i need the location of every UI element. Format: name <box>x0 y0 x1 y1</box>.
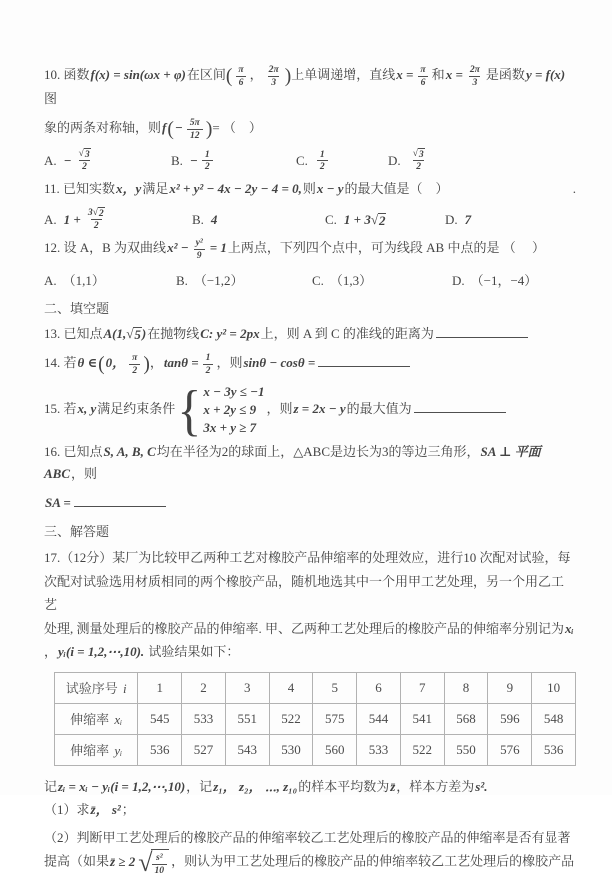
text: 的最大值为 <box>346 401 412 417</box>
table-cell: 533 <box>357 734 401 765</box>
option-c <box>296 148 388 173</box>
option-label: B. <box>192 212 204 228</box>
math-text: x − y <box>316 181 344 197</box>
text: 是函数 <box>485 67 525 83</box>
table-cell: 543 <box>225 734 269 765</box>
option-a <box>44 207 192 232</box>
table-cell: 527 <box>182 734 226 765</box>
math-text: − <box>174 120 183 136</box>
table-cell: 575 <box>313 703 357 734</box>
text: 15. 若 <box>44 401 77 417</box>
option-label: D. <box>388 153 401 169</box>
table-cell: 533 <box>182 703 226 734</box>
text: 在区间 <box>186 67 226 83</box>
math-text: 4 <box>210 212 218 228</box>
table-cell: 522 <box>400 734 444 765</box>
math-text: z₁， z₂， ⋯, z₁₀ <box>213 778 298 794</box>
table-cell: 530 <box>269 734 313 765</box>
big-paren: ) <box>205 118 213 140</box>
fraction: $\frac{\pi}{6}$ <box>417 64 428 88</box>
table-header-cell: 9 <box>488 672 532 703</box>
answer-blank <box>318 353 410 367</box>
table-header-cell: 7 <box>400 672 444 703</box>
cases-row: 3x + y ≥ 7 <box>203 420 257 436</box>
q11-line-1 <box>44 178 576 200</box>
table-cell: 550 <box>444 734 488 765</box>
fraction: $\frac{5\pi}{12}$ <box>187 117 203 141</box>
math-text: C: y² = 2px <box>200 326 260 342</box>
text: 象的两条对称轴，则 <box>44 120 162 136</box>
text: （1,1） <box>62 273 105 289</box>
q17-part-2-line-1 <box>44 826 576 850</box>
q10-options <box>44 148 576 173</box>
option-label: C. <box>325 212 337 228</box>
text: 11. 已知实数 <box>44 181 116 197</box>
text: 的样本平均数为 <box>298 778 390 794</box>
math-text: yᵢ(i = 1,2,⋯,10). <box>58 644 145 660</box>
row-label-text: 伸缩率 <box>70 743 113 759</box>
cases-brace: { <box>177 379 202 442</box>
fraction: 3 √ 2 2 <box>87 207 104 232</box>
math-text: 1 + 3 √ 2 <box>343 212 386 229</box>
text: 均在半径为2的球面上，△ABC是边长为3的等边三角形， <box>156 444 480 460</box>
table-header-cell: 8 <box>444 672 488 703</box>
text: 10. 函数 <box>44 67 90 83</box>
math-text: θ ∈ <box>77 355 98 371</box>
row-label-math: yᵢ <box>114 743 123 759</box>
text: ， <box>44 644 58 660</box>
text: 12. 设 A，B 为双曲线 <box>44 240 167 256</box>
fraction: $\frac{2\pi}{3}$ <box>469 64 480 88</box>
option-a <box>44 148 171 173</box>
math-text: z = 2x − y <box>293 401 346 417</box>
fraction: $\frac{\text{s²}}{10}$ <box>152 852 168 876</box>
q10-line-2 <box>44 117 576 141</box>
math-text: f <box>162 120 167 136</box>
text: 记 <box>44 778 58 794</box>
big-paren: ( <box>167 118 174 140</box>
table-row <box>55 703 576 734</box>
table-header-cell: 2 <box>182 672 226 703</box>
math-text: tanθ = <box>163 355 199 371</box>
fraction: $\frac{1}{2}$ <box>202 149 213 173</box>
math-text: xᵢ <box>565 620 574 636</box>
text: ，则 <box>71 466 98 482</box>
table-row <box>55 734 576 765</box>
table-cell: 596 <box>488 703 532 734</box>
math-text: x = <box>445 67 463 83</box>
text: 三、解答题 <box>44 524 110 540</box>
text: = （ ） <box>212 120 262 136</box>
table-header-label <box>55 672 138 703</box>
text: ， <box>249 67 263 83</box>
big-paren: ( <box>225 65 233 87</box>
text: 和 <box>431 67 445 83</box>
table-cell: 541 <box>400 703 444 734</box>
section-answer-heading <box>44 521 576 543</box>
row-label-math: i <box>122 681 127 697</box>
q15-line-1 <box>44 379 576 442</box>
text: （2）判断甲工艺处理后的橡胶产品的伸缩率较乙工艺处理后的橡胶产品的伸缩率是否有显著 <box>44 829 571 845</box>
table-cell: 568 <box>444 703 488 734</box>
option-b <box>171 148 296 173</box>
math-text: − <box>63 153 72 169</box>
table-cell: 548 <box>532 703 576 734</box>
table-header-cell: 4 <box>269 672 313 703</box>
answer-blank <box>414 399 506 413</box>
row-label-math: xᵢ <box>114 712 123 728</box>
answer-blank <box>436 324 528 338</box>
text: 次配对试验选用材质相同的两个橡胶产品，随机地选其中一个用甲工艺处理，另一个用乙工艺 <box>44 573 565 613</box>
table-cell: 551 <box>225 703 269 734</box>
q12-options <box>44 268 576 293</box>
text: ，则 <box>266 401 293 417</box>
text: ； <box>121 802 135 818</box>
fraction: $\frac{\pi}{6}$ <box>235 64 246 88</box>
text: （−1,2） <box>193 273 244 289</box>
text: 满足 <box>142 181 169 197</box>
text: （1）求 <box>44 802 90 818</box>
option-label: B. <box>176 273 188 289</box>
fraction: $\frac{1}{2}$ <box>317 149 328 173</box>
table-header-cell: 6 <box>357 672 401 703</box>
system-of-inequalities <box>177 379 265 442</box>
q14-line-1 <box>44 352 576 376</box>
text: ，样本方差为 <box>396 778 475 794</box>
math-text: x² + y² − 4x − 2y − 4 = 0, <box>169 181 302 197</box>
big-paren: ) <box>143 354 150 376</box>
q17-line-3 <box>44 617 576 641</box>
math-text: − <box>189 153 198 169</box>
answer-blank <box>74 493 166 507</box>
math-text: 1 + <box>63 212 81 228</box>
table-cell: 576 <box>488 734 532 765</box>
fraction: $\frac{1}{2}$ <box>203 352 214 376</box>
math-text: sinθ − cosθ = <box>243 355 316 371</box>
q17-part-2-line-2 <box>44 849 576 876</box>
option-label: A. <box>44 273 57 289</box>
math-text: f(x) = sin(ωx + φ) <box>90 67 186 83</box>
q12-line-1 <box>44 237 576 261</box>
option-a <box>44 268 176 293</box>
cases-row: x + 2y ≤ 9 <box>203 402 257 418</box>
q10-line-1 <box>44 64 576 110</box>
option-label: B. <box>171 153 183 169</box>
text: ，记 <box>186 778 213 794</box>
math-text: SA = <box>45 495 71 511</box>
math-text: zᵢ = xᵢ − yᵢ(i = 1,2,⋯,10) <box>58 778 186 794</box>
text: ，则认为甲工艺处理后的橡胶产品的伸缩率较乙工艺处理后的橡胶产品 <box>171 853 575 869</box>
big-paren: ) <box>284 65 292 87</box>
text: 则 <box>302 181 316 197</box>
option-b <box>192 207 325 232</box>
text: （1,3） <box>329 273 373 289</box>
text: 试验结果如下： <box>145 644 240 660</box>
table-header-cell: 5 <box>313 672 357 703</box>
option-c <box>312 268 452 293</box>
math-text: s². <box>475 778 488 794</box>
fraction: $\frac{\text{y²}}{9}$ <box>195 237 203 261</box>
big-paren: ( <box>98 354 105 376</box>
table-cell: 560 <box>313 734 357 765</box>
text: 17.（12分）某厂为比较甲乙两种工艺对橡胶产品伸缩率的处理效应，进行10 次配对试验，每 <box>44 550 571 566</box>
option-b <box>176 268 312 293</box>
table-cell: 536 <box>138 734 182 765</box>
fraction: $\frac{2\pi}{3}$ <box>268 64 279 88</box>
q17-line-2 <box>44 570 576 617</box>
fraction: √ 3 2 <box>78 148 90 173</box>
math-text: 7 <box>464 212 472 228</box>
row-label-text: 伸缩率 <box>70 712 113 728</box>
table-cell: 544 <box>357 703 401 734</box>
math-text: 0， <box>105 355 126 371</box>
table-header-cell: 3 <box>225 672 269 703</box>
q13-line-1 <box>44 323 576 345</box>
cases-row: x − 3y ≤ −1 <box>203 384 265 400</box>
text: ， <box>149 355 163 371</box>
option-label: A. <box>44 212 57 228</box>
fraction: √ 3 2 <box>412 148 424 173</box>
option-d <box>445 207 472 232</box>
text: 13. 已知点 <box>44 326 103 342</box>
text: 在抛物线 <box>147 326 200 342</box>
math-text: x, y <box>77 401 97 417</box>
math-text: SA ⊥ 平面ABC <box>44 444 541 482</box>
q16-line-2 <box>44 492 576 514</box>
option-label: D. <box>445 212 458 228</box>
q17-part-1 <box>44 798 576 822</box>
math-text: z̄ <box>390 778 396 794</box>
text: 图 <box>44 91 58 107</box>
text: 上单调递增，直线 <box>291 67 396 83</box>
table-cell: 545 <box>138 703 182 734</box>
q11-options <box>44 207 576 232</box>
option-label: D. <box>452 273 465 289</box>
table-cell: 522 <box>269 703 313 734</box>
text: 16. 已知点 <box>44 444 103 460</box>
math-text: A(1, √ 5 ) <box>103 326 147 343</box>
sqrt-radical: √ 2 <box>92 207 104 220</box>
option-label: C. <box>312 273 324 289</box>
text: （−1，−4） <box>470 273 538 289</box>
sqrt-fraction: √ $\frac{\text{s²}}{10}$ <box>138 849 169 876</box>
row-label-text: 试验序号 <box>65 681 121 697</box>
text: ，则 <box>216 355 243 371</box>
q17-line-4 <box>44 640 576 664</box>
option-label: A. <box>44 153 57 169</box>
option-d <box>388 148 431 173</box>
math-text: x² − <box>167 240 189 256</box>
table-header-cell: 1 <box>138 672 182 703</box>
text: 处理, 测量处理后的橡胶产品的伸缩率. 甲、乙两种工艺处理后的橡胶产品的伸缩率分别记为 <box>44 620 565 636</box>
math-text: = 1 <box>209 240 227 256</box>
text: 满足约束条件 <box>97 401 176 417</box>
table-row-label <box>55 734 138 765</box>
sqrt-radical: √ 3 <box>412 148 424 161</box>
option-d <box>452 268 537 293</box>
stray-period: . <box>572 181 576 197</box>
text: 提高（如果 <box>44 853 110 869</box>
q16-line-1 <box>44 441 576 485</box>
table-cell: 536 <box>532 734 576 765</box>
math-text: y = f(x) <box>525 67 566 83</box>
experiment-table <box>54 672 576 766</box>
fraction: $\frac{\pi}{2}$ <box>129 352 140 376</box>
math-text: z̄ ≥ 2 <box>110 853 136 869</box>
text: 的最大值是（ ） <box>344 181 449 197</box>
sqrt-radical: √ 5 <box>126 326 141 343</box>
math-text: S, A, B, C <box>103 444 156 460</box>
table-header-cell: 10 <box>532 672 576 703</box>
section-fill-in-heading <box>44 298 576 320</box>
sqrt-radical: √ 3 <box>78 148 90 161</box>
text: 二、填空题 <box>44 301 110 317</box>
table-row-label <box>55 703 138 734</box>
math-text: x，y <box>116 181 142 197</box>
text: 上，则 A 到 C 的准线的距离为 <box>260 326 434 342</box>
q17-line-5 <box>44 775 576 799</box>
math-text: x = <box>396 67 414 83</box>
q17-line-1 <box>44 546 576 570</box>
text: 上两点，下列四个点中，可为线段 AB 中点的是 （ ） <box>227 240 545 256</box>
option-label: C. <box>296 153 308 169</box>
sqrt-radical: √ 2 <box>370 212 386 229</box>
math-text: z̄， s² <box>90 802 121 818</box>
text: 14. 若 <box>44 355 77 371</box>
option-c <box>325 207 445 232</box>
